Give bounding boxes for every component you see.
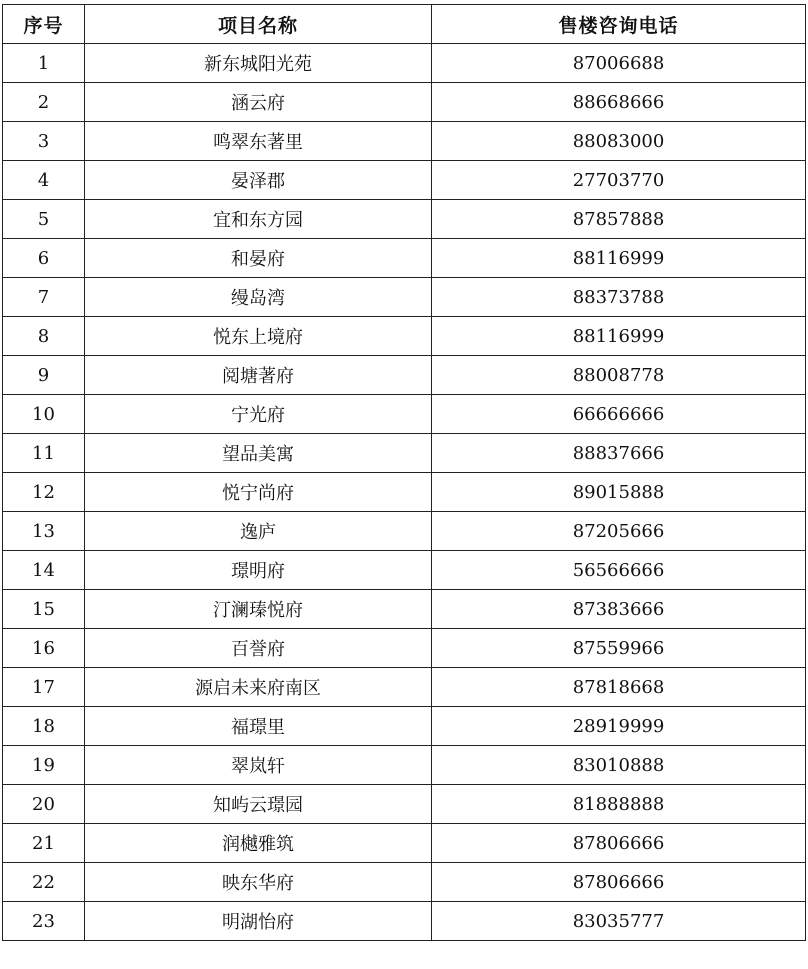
- cell-index: 15: [3, 590, 85, 629]
- cell-index: 12: [3, 473, 85, 512]
- table-row: [3, 83, 806, 122]
- table-row: [3, 395, 806, 434]
- table-row: [3, 200, 806, 239]
- cell-index: 11: [3, 434, 85, 473]
- cell-sales-phone: 88116999: [432, 317, 806, 356]
- cell-sales-phone: 87383666: [432, 590, 806, 629]
- cell-sales-phone: 87559966: [432, 629, 806, 668]
- cell-index: 22: [3, 863, 85, 902]
- cell-project-name: 润樾雅筑: [85, 824, 432, 863]
- cell-sales-phone: 89015888: [432, 473, 806, 512]
- cell-sales-phone: 66666666: [432, 395, 806, 434]
- table-row: [3, 746, 806, 785]
- table-row: [3, 44, 806, 83]
- cell-index: 6: [3, 239, 85, 278]
- cell-sales-phone: 87857888: [432, 200, 806, 239]
- header-project-name: 项目名称: [85, 5, 432, 44]
- cell-sales-phone: 83010888: [432, 746, 806, 785]
- cell-project-name: 缦岛湾: [85, 278, 432, 317]
- cell-project-name: 映东华府: [85, 863, 432, 902]
- cell-project-name: 望品美寓: [85, 434, 432, 473]
- cell-project-name: 晏泽郡: [85, 161, 432, 200]
- cell-index: 17: [3, 668, 85, 707]
- cell-sales-phone: 28919999: [432, 707, 806, 746]
- cell-sales-phone: 88373788: [432, 278, 806, 317]
- cell-index: 3: [3, 122, 85, 161]
- table-row: [3, 824, 806, 863]
- cell-index: 19: [3, 746, 85, 785]
- table-row: [3, 707, 806, 746]
- table-row: [3, 239, 806, 278]
- cell-index: 9: [3, 356, 85, 395]
- cell-sales-phone: 88837666: [432, 434, 806, 473]
- cell-project-name: 鸣翠东著里: [85, 122, 432, 161]
- table-row: [3, 902, 806, 941]
- cell-sales-phone: 87205666: [432, 512, 806, 551]
- cell-sales-phone: 81888888: [432, 785, 806, 824]
- cell-sales-phone: 27703770: [432, 161, 806, 200]
- table-row: [3, 434, 806, 473]
- cell-index: 13: [3, 512, 85, 551]
- table-header: [3, 5, 806, 44]
- cell-sales-phone: 87806666: [432, 824, 806, 863]
- cell-index: 8: [3, 317, 85, 356]
- cell-index: 14: [3, 551, 85, 590]
- header-sales-phone: 售楼咨询电话: [432, 5, 806, 44]
- cell-project-name: 新东城阳光苑: [85, 44, 432, 83]
- cell-index: 2: [3, 83, 85, 122]
- cell-project-name: 悦宁尚府: [85, 473, 432, 512]
- table-row: [3, 551, 806, 590]
- cell-project-name: 知屿云璟园: [85, 785, 432, 824]
- table-row: [3, 473, 806, 512]
- header-row: [3, 5, 806, 44]
- table-row: [3, 863, 806, 902]
- table-row: [3, 590, 806, 629]
- cell-project-name: 宁光府: [85, 395, 432, 434]
- cell-sales-phone: 88083000: [432, 122, 806, 161]
- cell-sales-phone: 88668666: [432, 83, 806, 122]
- cell-index: 7: [3, 278, 85, 317]
- cell-project-name: 悦东上境府: [85, 317, 432, 356]
- cell-sales-phone: 87818668: [432, 668, 806, 707]
- table-row: [3, 356, 806, 395]
- table-body: [3, 44, 806, 941]
- cell-project-name: 宜和东方园: [85, 200, 432, 239]
- table-row: [3, 629, 806, 668]
- table-row: [3, 317, 806, 356]
- cell-project-name: 汀澜瑧悦府: [85, 590, 432, 629]
- cell-project-name: 逸庐: [85, 512, 432, 551]
- cell-sales-phone: 87006688: [432, 44, 806, 83]
- cell-project-name: 福璟里: [85, 707, 432, 746]
- table-row: [3, 512, 806, 551]
- cell-index: 20: [3, 785, 85, 824]
- cell-index: 23: [3, 902, 85, 941]
- cell-index: 4: [3, 161, 85, 200]
- cell-sales-phone: 56566666: [432, 551, 806, 590]
- table-row: [3, 668, 806, 707]
- cell-sales-phone: 88116999: [432, 239, 806, 278]
- cell-project-name: 翠岚轩: [85, 746, 432, 785]
- table-row: [3, 122, 806, 161]
- cell-project-name: 和晏府: [85, 239, 432, 278]
- cell-project-name: 百誉府: [85, 629, 432, 668]
- cell-index: 5: [3, 200, 85, 239]
- table-row: [3, 278, 806, 317]
- cell-project-name: 涵云府: [85, 83, 432, 122]
- table-row: [3, 785, 806, 824]
- cell-sales-phone: 83035777: [432, 902, 806, 941]
- project-phone-table: [2, 4, 806, 941]
- cell-sales-phone: 87806666: [432, 863, 806, 902]
- cell-project-name: 璟明府: [85, 551, 432, 590]
- cell-index: 16: [3, 629, 85, 668]
- table-row: [3, 161, 806, 200]
- cell-index: 21: [3, 824, 85, 863]
- cell-sales-phone: 88008778: [432, 356, 806, 395]
- cell-project-name: 阅塘著府: [85, 356, 432, 395]
- cell-index: 1: [3, 44, 85, 83]
- cell-project-name: 明湖怡府: [85, 902, 432, 941]
- project-phone-table-container: [2, 4, 805, 941]
- cell-index: 10: [3, 395, 85, 434]
- header-index: 序号: [3, 5, 85, 44]
- cell-index: 18: [3, 707, 85, 746]
- cell-project-name: 源启未来府南区: [85, 668, 432, 707]
